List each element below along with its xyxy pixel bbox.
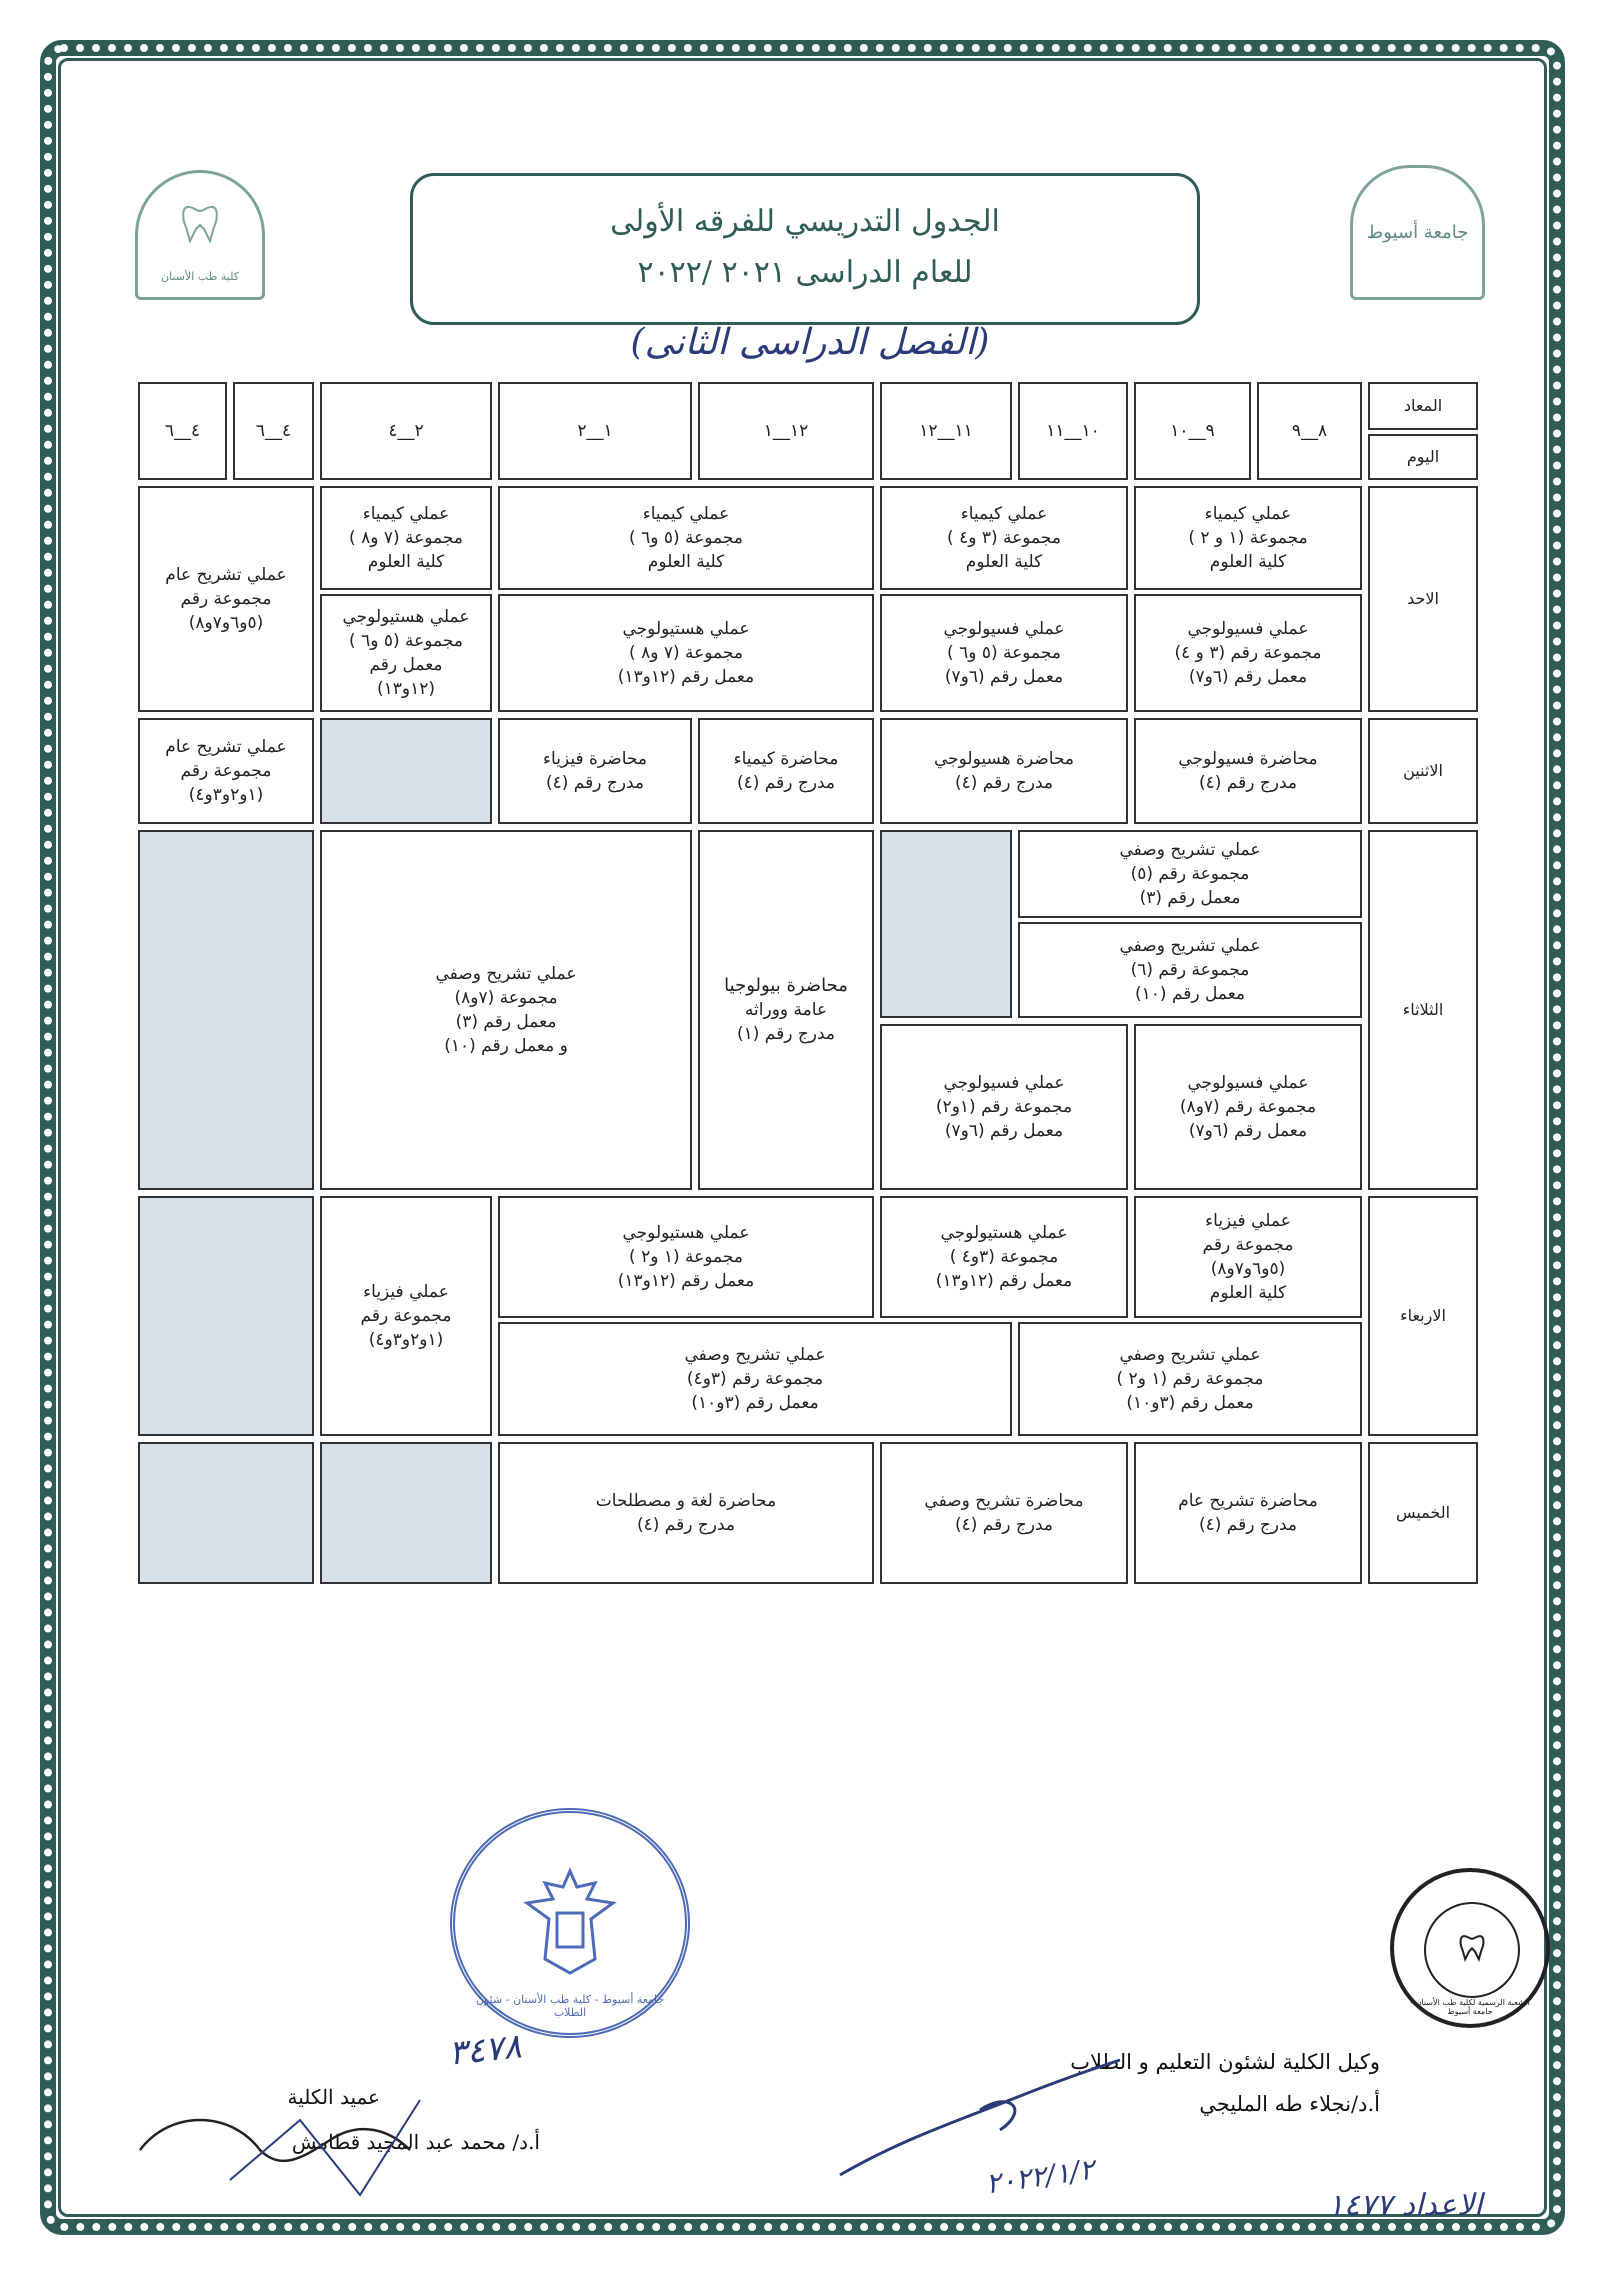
faculty-seal bbox=[1390, 1868, 1550, 2028]
session-cell: عملي فسيولوجي مجموعة رقم (١و٢) معمل رقم (٦و٧) bbox=[880, 1024, 1128, 1190]
day-sunday: الاحد bbox=[1368, 486, 1478, 712]
semester-label: (الفصل الدراسى الثانى) bbox=[630, 322, 990, 363]
time-header: ٨__٩ bbox=[1257, 382, 1362, 480]
session-cell: عملي هستيولوجي مجموعة (٣و٤ ) معمل رقم (١٢و١٣) bbox=[880, 1196, 1128, 1318]
vice-dean-name: أ.د/نجلاء طه المليجي bbox=[1199, 2092, 1380, 2116]
session-cell: عملي هستيولوجي مجموعة (٧ و٨ ) معمل رقم (١٢و١٣) bbox=[498, 594, 874, 712]
eagle-emblem-icon bbox=[515, 1863, 625, 1983]
time-header: ٤__٦ bbox=[233, 382, 314, 480]
faculty-logo-text: كلية طب الأسنان bbox=[161, 270, 239, 283]
time-header: ٤__٦ bbox=[138, 382, 227, 480]
day-thursday: الخميس bbox=[1368, 1442, 1478, 1584]
time-header: ١٠__١١ bbox=[1018, 382, 1128, 480]
time-header: ٢__٤ bbox=[320, 382, 492, 480]
session-cell: محاضرة تشريح وصفي مدرج رقم (٤) bbox=[880, 1442, 1128, 1584]
session-cell: عملي فيزياء مجموعة رقم (١و٢و٣و٤) bbox=[320, 1196, 492, 1436]
session-cell: عملي فسيولوجي مجموعة رقم (٧و٨) معمل رقم (٦و٧) bbox=[1134, 1024, 1362, 1190]
vice-dean-title: وكيل الكلية لشئون التعليم و الطلاب bbox=[1070, 2050, 1380, 2074]
university-logo-text: جامعة أسيوط bbox=[1366, 222, 1469, 243]
dean-name: أ.د/ محمد عبد المجيد قطامش bbox=[291, 2130, 540, 2154]
tooth-icon bbox=[1458, 1932, 1486, 1962]
session-cell: محاضرة هسيولوجي مدرج رقم (٤) bbox=[880, 718, 1128, 824]
handwritten-number: ٣٤٧٨ bbox=[446, 2026, 524, 2074]
time-header: ١__٢ bbox=[498, 382, 692, 480]
corner-time: المعاد bbox=[1368, 382, 1478, 430]
time-header: ١٢__١ bbox=[698, 382, 874, 480]
session-cell: عملي تشريح وصفي مجموعة رقم (٦) معمل رقم (١٠) bbox=[1018, 922, 1362, 1018]
session-cell: عملي فيزياء مجموعة رقم (٥و٦و٧و٨) كلية العلوم bbox=[1134, 1196, 1362, 1318]
session-cell: عملي كيمياء مجموعة (٣ و٤ ) كلية العلوم bbox=[880, 486, 1128, 590]
faculty-seal-text: الشعبة الرسمية لكلية طب الأسنان - جامعة أسيوط bbox=[1410, 1998, 1530, 2016]
day-monday: الاثنين bbox=[1368, 718, 1478, 824]
title-line-1: الجدول التدريسي للفرقه الأولى bbox=[610, 204, 1000, 239]
session-cell: عملي تشريح وصفي مجموعة رقم (٥) معمل رقم (٣) bbox=[1018, 830, 1362, 918]
handwritten-note: الاعداد ١٤٧٧ bbox=[1327, 2188, 1483, 2223]
handwritten-date: ٢٠٢٢/١/٢ bbox=[983, 2152, 1097, 2201]
session-cell: عملي فسيولوجي مجموعة رقم (٣ و ٤) معمل رقم (٦و٧) bbox=[1134, 594, 1362, 712]
tooth-icon bbox=[180, 201, 220, 245]
session-cell: محاضرة لغة و مصطلحات مدرج رقم (٤) bbox=[498, 1442, 874, 1584]
session-cell: عملي كيمياء مجموعة (٥ و٦ ) كلية العلوم bbox=[498, 486, 874, 590]
corner-day: اليوم bbox=[1368, 434, 1478, 480]
time-header: ٩__١٠ bbox=[1134, 382, 1251, 480]
session-cell: عملي تشريح عام مجموعة رقم (٥و٦و٧و٨) bbox=[138, 486, 314, 712]
time-header: ١١__١٢ bbox=[880, 382, 1012, 480]
session-cell: محاضرة تشريح عام مدرج رقم (٤) bbox=[1134, 1442, 1362, 1584]
faculty-logo bbox=[135, 170, 265, 300]
session-cell: محاضرة فسيولوجي مدرج رقم (٤) bbox=[1134, 718, 1362, 824]
session-cell: محاضرة كيمياء مدرج رقم (٤) bbox=[698, 718, 874, 824]
session-cell: محاضرة فيزياء مدرج رقم (٤) bbox=[498, 718, 692, 824]
session-cell: عملي تشريح وصفي مجموعة (٧و٨) معمل رقم (٣) و معمل رقم (١٠) bbox=[320, 830, 692, 1190]
title-line-2: للعام الدراسى ٢٠٢١ /٢٠٢٢ bbox=[637, 255, 973, 290]
title-box bbox=[410, 173, 1200, 325]
session-cell: عملي هستيولوجي مجموعة (١ و٢ ) معمل رقم (١٢و١٣) bbox=[498, 1196, 874, 1318]
session-cell: عملي تشريح وصفي مجموعة رقم (١ و٢ ) معمل رقم (٣و١٠) bbox=[1018, 1322, 1362, 1436]
session-cell: محاضرة بيولوجيا عامة ووراثه مدرج رقم (١) bbox=[698, 830, 874, 1190]
session-cell: عملي تشريح عام مجموعة رقم (١و٢و٣و٤) bbox=[138, 718, 314, 824]
office-stamp bbox=[450, 1808, 690, 2038]
session-cell: عملي كيمياء مجموعة (٧ و٨ ) كلية العلوم bbox=[320, 486, 492, 590]
page-border-inner bbox=[58, 58, 1547, 2217]
session-cell: عملي فسيولوجي مجموعة (٥ و٦ ) معمل رقم (٦و٧) bbox=[880, 594, 1128, 712]
office-stamp-text: جامعة أسيوط - كلية طب الأسنان - شئون الطلاب bbox=[475, 1993, 665, 2019]
session-cell: عملي هستيولوجي مجموعة (٥ و٦ ) معمل رقم (١٢و١٣) bbox=[320, 594, 492, 712]
university-logo bbox=[1350, 165, 1485, 300]
day-wednesday: الاربعاء bbox=[1368, 1196, 1478, 1436]
day-tuesday: الثلاثاء bbox=[1368, 830, 1478, 1190]
dean-title: عميد الكلية bbox=[287, 2085, 380, 2109]
session-cell: عملي كيمياء مجموعة (١ و ٢ ) كلية العلوم bbox=[1134, 486, 1362, 590]
session-cell: عملي تشريح وصفي مجموعة رقم (٣و٤) معمل رقم (٣و١٠) bbox=[498, 1322, 1012, 1436]
